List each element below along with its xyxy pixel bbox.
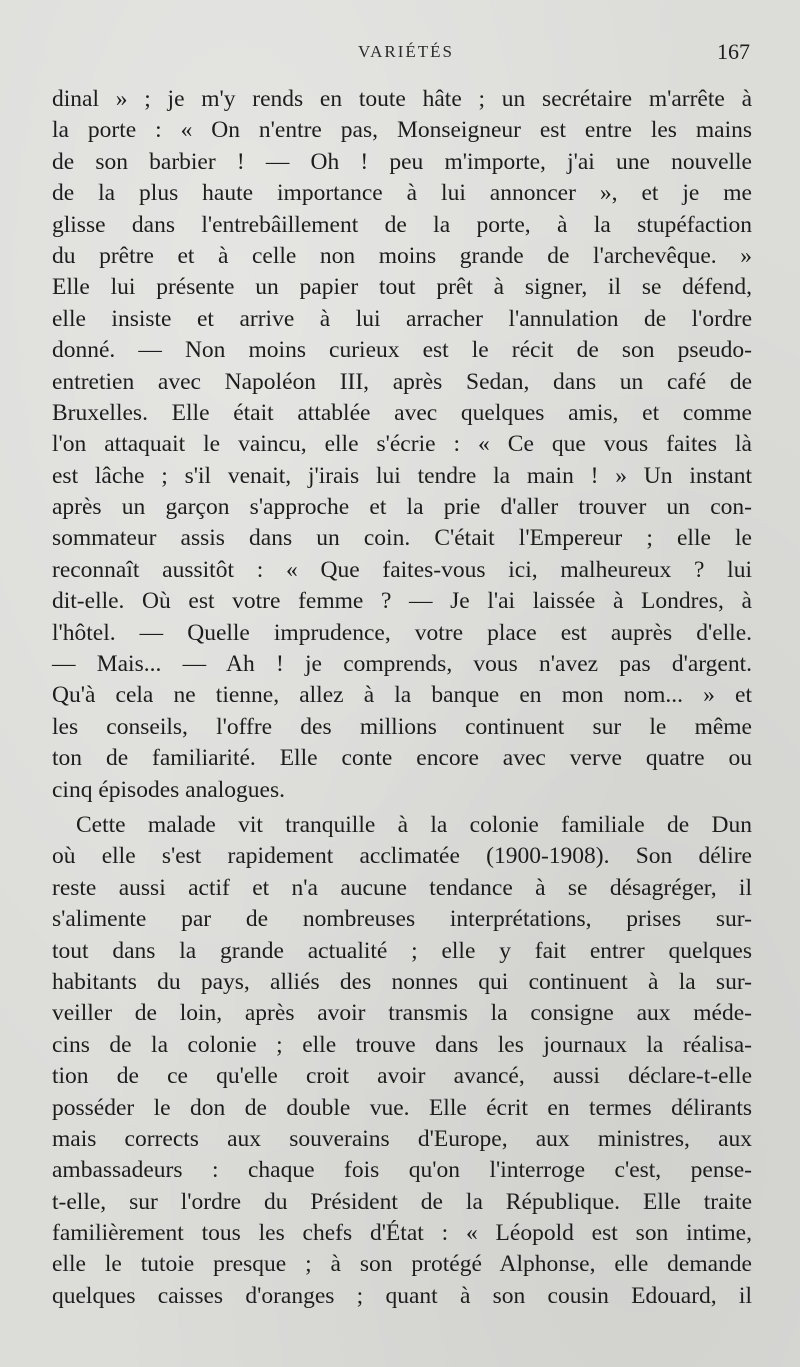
text-line: reconnaît aussitôt : « Que faites-vous ici, malheureux ? lui <box>52 556 752 583</box>
text-line: après un garçon s'approche et la prie d'aller trouver un con- <box>52 494 752 521</box>
running-head <box>0 39 800 66</box>
text-line: l'on attaquait le vaincu, elle s'écrie : « Ce que vous faites là <box>52 431 752 458</box>
text-line: veiller de loin, après avoir transmis la consigne aux méde- <box>52 1000 752 1027</box>
text-line: s'alimente par de nombreuses interprétations, prises sur- <box>52 906 752 933</box>
text-line: la porte : « On n'entre pas, Monseigneur est entre les mains <box>52 117 752 144</box>
text-line: l'hôtel. — Quelle imprudence, votre place est auprès d'elle. <box>52 619 752 646</box>
text-line: glisse dans l'entrebâillement de la porte, à la stupéfaction <box>52 211 752 238</box>
text-line: dinal » ; je m'y rends en toute hâte ; un secrétaire m'arrête à <box>52 86 752 112</box>
text-line: elle insiste et arrive à lui arracher l'annulation de l'ordre <box>52 305 752 332</box>
text-line: de la plus haute importance à lui annoncer », et je me <box>52 180 752 207</box>
text-line: ambassadeurs : chaque fois qu'on l'interroge c'est, pense- <box>52 1157 752 1184</box>
text-line: où elle s'est rapidement acclimatée (1900-1908). Son délire <box>52 843 752 870</box>
text-line: Qu'à cela ne tienne, allez à la banque en mon nom... » et <box>52 682 752 709</box>
text-line: cinq épisodes analogues. <box>52 776 285 803</box>
text-line: familièrement tous les chefs d'État : « Léopold est son intime, <box>52 1220 752 1247</box>
text-line: tout dans la grande actualité ; elle y fait entrer quelques <box>52 937 752 964</box>
running-title: VARIÉTÉS <box>358 42 454 61</box>
text-line: Elle lui présente un papier tout prêt à signer, il se défend, <box>52 274 752 301</box>
text-line: ton de familiarité. Elle conte encore avec verve quatre ou <box>52 745 752 772</box>
text-line: sommateur assis dans un coin. C'était l'Empereur ; elle le <box>52 525 752 552</box>
text-line: habitants du pays, alliés des nonnes qui continuent à la sur- <box>52 968 752 995</box>
text-line: Cette malade vit tranquille à la colonie familiale de Dun <box>76 811 752 838</box>
text-line: est lâche ; s'il venait, j'irais lui tendre la main ! » Un instant <box>52 462 752 489</box>
text-line: t-elle, sur l'ordre du Président de la République. Elle traite <box>52 1188 752 1215</box>
body-text <box>52 84 752 1312</box>
text-line: reste aussi actif et n'a aucune tendance à se désagréger, il <box>52 874 752 901</box>
text-line: elle le tutoie presque ; à son protégé Alphonse, elle demande <box>52 1251 752 1278</box>
paragraph <box>52 810 752 1312</box>
text-line: du prêtre et à celle non moins grande de l'archevêque. » <box>52 242 752 269</box>
text-line: tion de ce qu'elle croit avoir avancé, aussi déclare-t-elle <box>52 1063 752 1090</box>
text-line: quelques caisses d'oranges ; quant à son cousin Edouard, il <box>52 1282 752 1309</box>
text-line: cins de la colonie ; elle trouve dans les journaux la réalisa- <box>52 1031 752 1058</box>
text-line: entretien avec Napoléon III, après Sedan, dans un café de <box>52 368 752 395</box>
text-line: dit-elle. Où est votre femme ? — Je l'ai laissée à Londres, à <box>52 588 752 615</box>
text-line: — Mais... — Ah ! je comprends, vous n'avez pas d'argent. <box>52 651 752 678</box>
text-line: les conseils, l'offre des millions continuent sur le même <box>52 713 752 740</box>
page-number: 167 <box>717 39 750 64</box>
text-line: de son barbier ! — Oh ! peu m'importe, j'ai une nouvelle <box>52 148 752 175</box>
text-line: donné. — Non moins curieux est le récit de son pseudo- <box>52 337 752 364</box>
paragraph <box>52 84 752 806</box>
text-line: posséder le don de double vue. Elle écrit en termes délirants <box>52 1094 752 1121</box>
text-line: Bruxelles. Elle était attablée avec quelques amis, et comme <box>52 399 752 426</box>
text-line: mais corrects aux souverains d'Europe, aux ministres, aux <box>52 1125 752 1152</box>
